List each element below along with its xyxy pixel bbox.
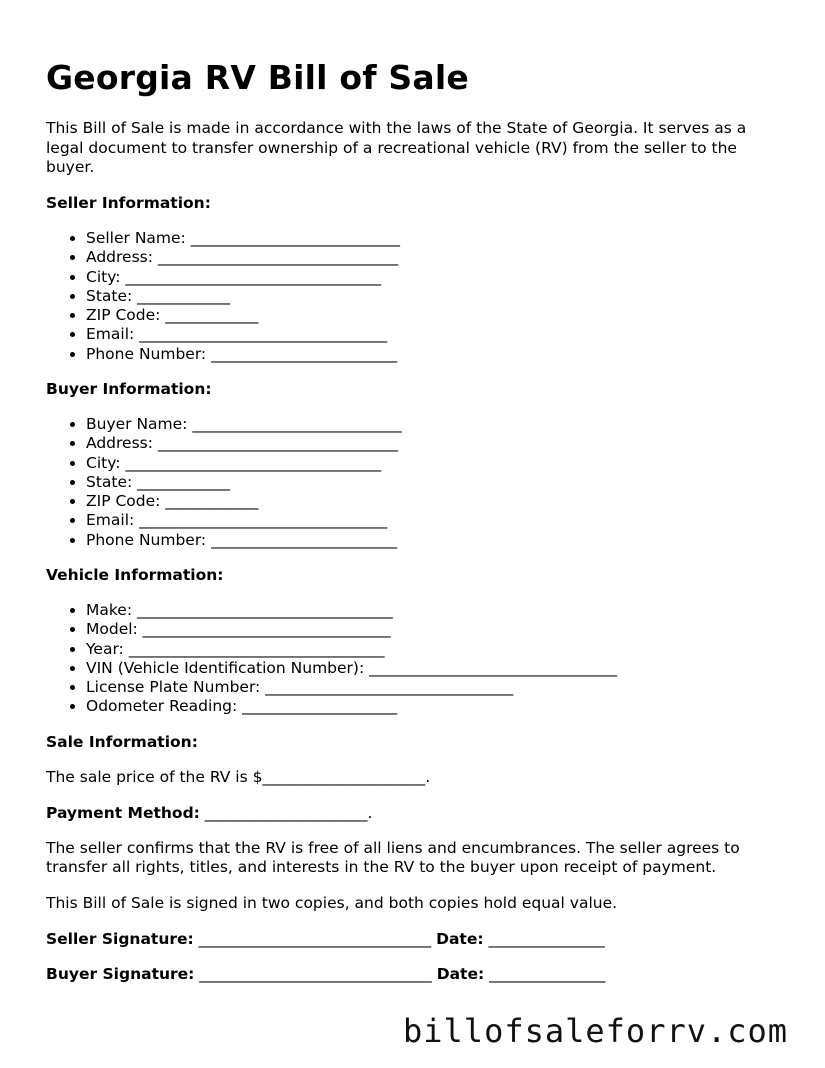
payment-method-label: Payment Method: [46,804,200,822]
buyer-signature-blank: ______________________________ [194,965,437,983]
list-item-model: • Model: ________________________________ [86,620,617,639]
seller-signature-blank: ______________________________ [193,930,437,948]
vehicle-heading: Vehicle Information: [46,566,224,584]
list-item-year: • Year: _________________________________ [86,640,617,659]
seller-heading: Seller Information: [46,194,211,212]
liens-line-1: The seller confirms that the RV is free of all liens and encumbrances. The seller agrees to [46,839,740,857]
seller-date-label: Date: [436,930,484,948]
list-item-license-plate: • License Plate Number: ________________________________ [86,678,617,697]
liens-line-2: transfer all rights, titles, and interests in the RV to the buyer upon receipt of payment. [46,858,717,876]
buyer-signature-line [46,965,605,984]
list-item-seller-city: • City: _________________________________ [86,268,400,287]
list-item-buyer-email: • Email: ________________________________ [86,511,402,530]
list-item-seller-phone: • Phone Number: ________________________ [86,345,400,364]
sale-heading: Sale Information: [46,733,198,751]
list-item-buyer-zip: • ZIP Code: ____________ [86,492,402,511]
list-item-seller-zip: • ZIP Code: ____________ [86,306,400,325]
intro-line-2: legal document to transfer ownership of a recreational vehicle (RV) from the seller to the [46,139,737,157]
sale-price-line: The sale price of the RV is $_____________________. [46,768,431,786]
copies-statement: This Bill of Sale is signed in two copies, and both copies hold equal value. [46,894,618,912]
buyer-signature-label: Buyer Signature: [46,965,195,983]
vehicle-list [46,601,617,717]
list-item-make: • Make: _________________________________ [86,601,617,620]
buyer-date-blank: _______________ [484,965,606,983]
seller-list [46,229,400,364]
page-title: Georgia RV Bill of Sale [46,58,469,97]
list-item-buyer-phone: • Phone Number: ________________________ [86,531,402,550]
payment-method-line [46,804,372,823]
intro-line-3: buyer. [46,158,95,176]
list-item-buyer-state: • State: ____________ [86,473,402,492]
seller-signature-line [46,930,605,949]
list-item-odometer: • Odometer Reading: ____________________ [86,697,617,716]
list-item-buyer-address: • Address: _______________________________ [86,434,402,453]
payment-method-blank: _____________________. [199,804,373,822]
seller-date-blank: _______________ [483,930,605,948]
buyer-date-label: Date: [436,965,485,983]
buyer-heading: Buyer Information: [46,380,212,398]
list-item-buyer-name: • Buyer Name: ___________________________ [86,415,402,434]
list-item-seller-state: • State: ____________ [86,287,400,306]
list-item-seller-email: • Email: ________________________________ [86,325,400,344]
list-item-vin: • VIN (Vehicle Identification Number): ________________________________ [86,659,617,678]
site-watermark: billofsaleforrv.com [403,1012,789,1050]
intro-line-1: This Bill of Sale is made in accordance with the laws of the State of Georgia. It serves as a [46,119,747,137]
list-item-seller-address: • Address: _______________________________ [86,248,400,267]
seller-signature-label: Seller Signature: [46,930,194,948]
list-item-buyer-city: • City: _________________________________ [86,454,402,473]
buyer-list [46,415,402,550]
list-item-seller-name: • Seller Name: ___________________________ [86,229,400,248]
